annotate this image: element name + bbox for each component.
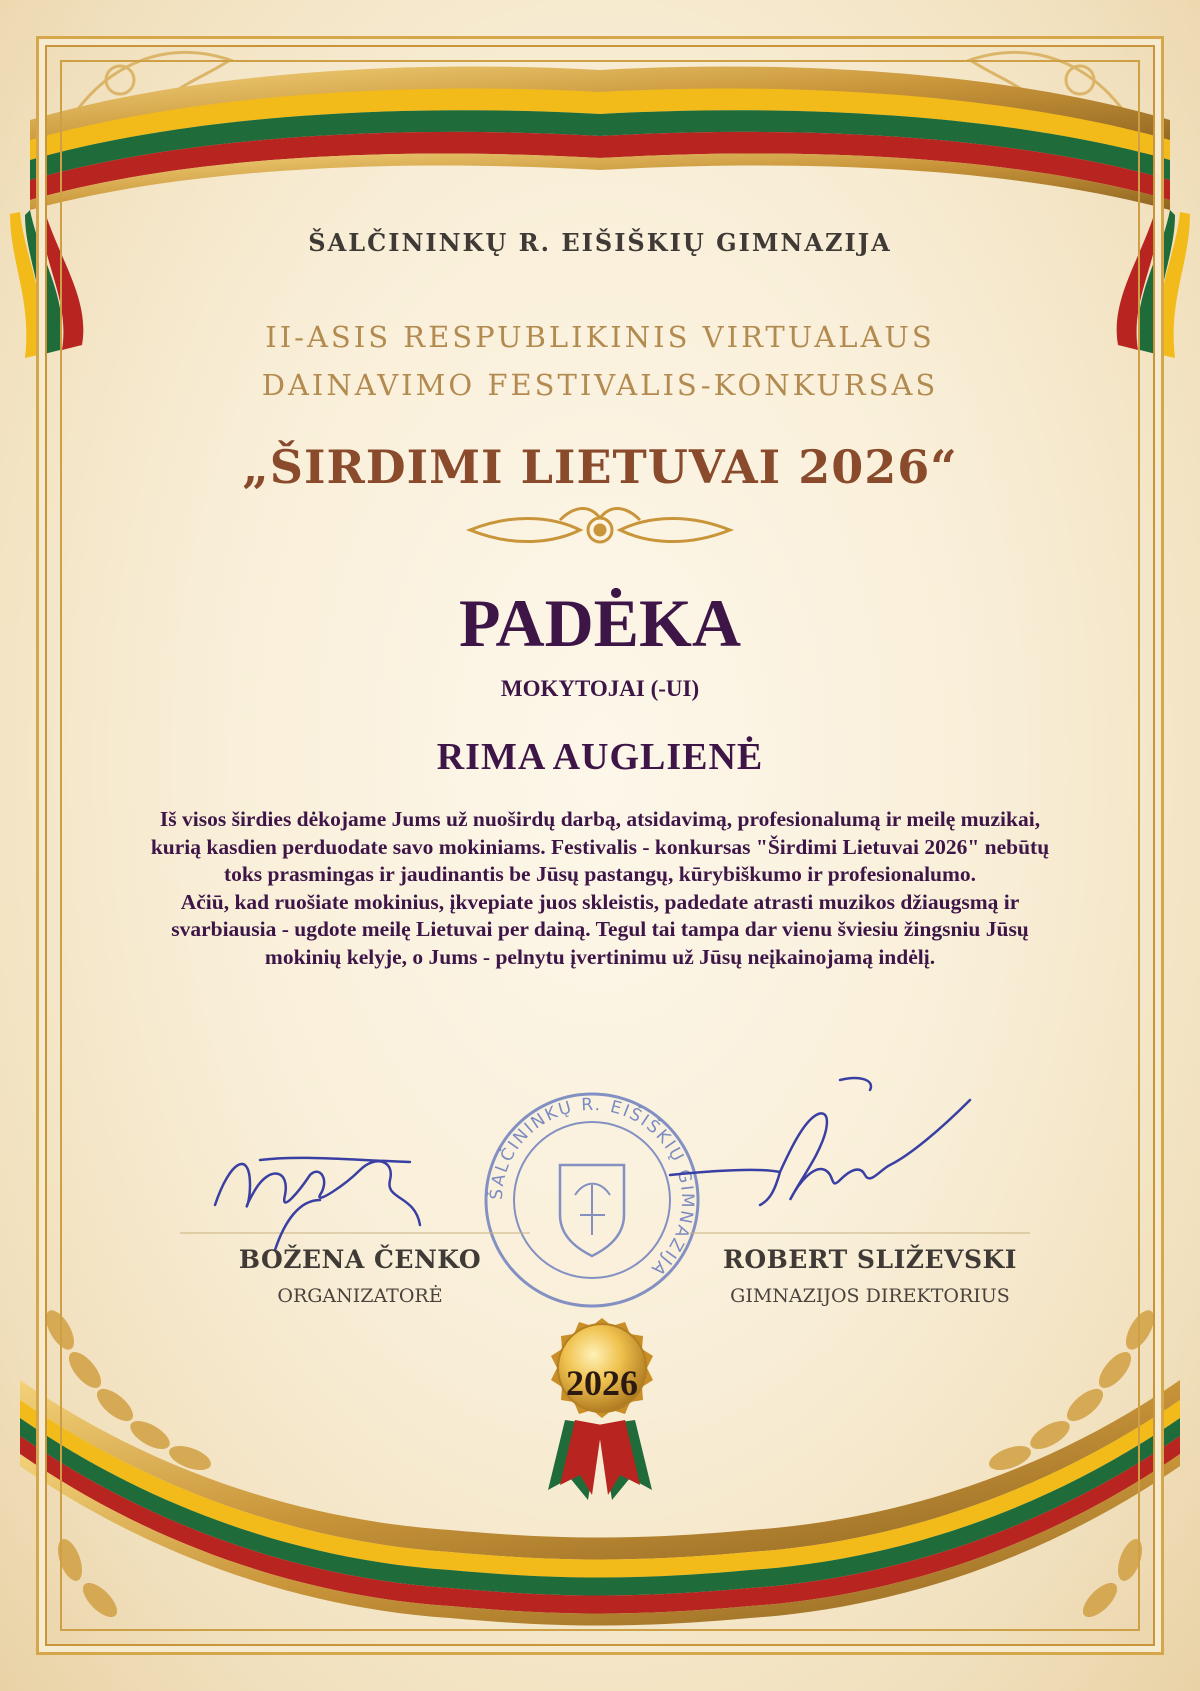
body-paragraph-2: Ačiū, kad ruošiate mokinius, įkvepiate juos skleistis, padedate atrasti muzikos džiaugsmą ir svarbiausia - ugdote meilę Lietuvai per dainą. Tegul tai tampa dar vienu šviesiu žingsniu Jūsų mokinių kelyje, o Jums - pelnytu įvertinimu už Jūsų neįkainojamą indėlį. xyxy=(171,889,1029,969)
festival-subtitle-line1: II-ASIS RESPUBLIKINIS VIRTUALAUS xyxy=(265,320,935,354)
recipient-name: RIMA AUGLIENĖ xyxy=(436,736,764,778)
left-signer-name: BOŽENA ČENKO xyxy=(238,1245,482,1274)
certificate-title: PADĖKA xyxy=(458,585,742,661)
left-signer-role: ORGANIZATORĖ xyxy=(277,1285,443,1307)
recipient-role: MOKYTOJAI (-UI) xyxy=(500,676,700,701)
stamp-text: ŠALČININKŲ R. EIŠIŠKIŲ GIMNAZIJA xyxy=(486,1094,698,1281)
festival-subtitle-line2: DAINAVIMO FESTIVALIS-KONKURSAS xyxy=(261,368,939,402)
certificate-body xyxy=(140,806,1060,971)
festival-title: „ŠIRDIMI LIETUVAI 2026“ xyxy=(242,440,958,494)
school-name: ŠALČININKŲ R. EIŠIŠKIŲ GIMNAZIJA xyxy=(308,228,892,257)
right-signer-role: GIMNAZIJOS DIREKTORIUS xyxy=(730,1285,1010,1307)
right-signer-name: ROBERT SLIŽEVSKI xyxy=(723,1245,1017,1274)
body-paragraph-1: Iš visos širdies dėkojame Jums už nuoširdų darbą, atsidavimą, profesionalumą ir meilę muzikai, kurią kasdien perduodate savo mokiniams. Festivalis - konkursas "Širdimi Lietuvai 2026" nebūtų toks prasmingas ir jaudinantis be Jūsų pastangų, kūrybiškumo ir profesionalumo. xyxy=(150,807,1050,886)
medal-year: 2026 xyxy=(566,1363,638,1403)
